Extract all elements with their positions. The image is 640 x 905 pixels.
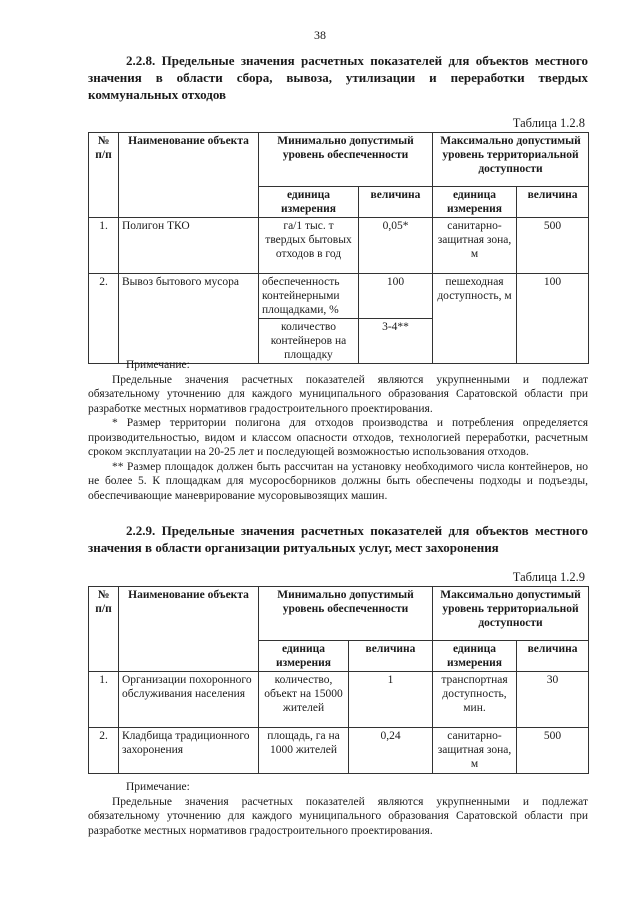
cell-min-value: 0,05* — [359, 218, 433, 274]
cell-min-unit: га/1 тыс. т твердых бытовых отходов в год — [259, 218, 359, 274]
cell-min-unit: площадь, га на 1000 жителей — [259, 728, 349, 774]
header-value: величина — [359, 187, 433, 218]
header-min-group: Минимально допустимый уровень обеспеченности — [259, 587, 433, 641]
cell-num: 2. — [89, 274, 119, 364]
cell-max-unit: санитарно-защитная зона, м — [433, 218, 517, 274]
note-paragraph: Предельные значения расчетных показателей являются укрупненными и подлежат обязательному уточнению для каждого муниципального образования Саратовской области при разработке местных нормативов градостроительного проектирования. — [88, 795, 588, 837]
section-heading-2-2-9: 2.2.9. Предельные значения расчетных показателей для объектов местного значения в области организации ритуальных услуг, мест захоронения — [88, 523, 588, 555]
header-name: Наименование объекта — [119, 587, 259, 672]
cell-name: Кладбища традиционного захоронения — [119, 728, 259, 774]
cell-num: 2. — [89, 728, 119, 774]
note-paragraph: ** Размер площадок должен быть рассчитан на установку необходимого числа контейнеров, но не более 5. К площадкам для мусоросборников должны быть обеспечены подходы и подъезды, обеспечивающие маневрирование мусоровывозящих машин. — [88, 460, 588, 502]
table-caption-1-2-8: Таблица 1.2.8 — [512, 116, 585, 130]
cell-num: 1. — [89, 218, 119, 274]
page-number: 38 — [314, 28, 326, 42]
table-1-2-8 — [88, 132, 589, 364]
table-row — [89, 728, 589, 774]
header-num: № п/п — [89, 587, 119, 672]
table-1-2-9 — [88, 586, 589, 774]
notes-1-2-8 — [88, 358, 588, 503]
notes-1-2-9 — [88, 780, 588, 838]
header-unit: единица измерения — [259, 187, 359, 218]
header-value-2: величина — [517, 641, 589, 672]
header-min-group: Минимально допустимый уровень обеспеченности — [259, 133, 433, 187]
note-title: Примечание: — [126, 781, 190, 793]
cell-min-unit: обеспеченность контейнерными площадками, % — [259, 274, 359, 319]
header-unit-2: единица измерения — [433, 187, 517, 218]
cell-max-value: 100 — [517, 274, 589, 364]
header-max-group: Максимально допустимый уровень территориальной доступности — [433, 133, 589, 187]
cell-min-value: 1 — [349, 672, 433, 728]
cell-name: Организации похоронного обслуживания населения — [119, 672, 259, 728]
header-value: величина — [349, 641, 433, 672]
table-row — [89, 218, 589, 274]
note-title: Примечание: — [126, 359, 190, 371]
table-caption-1-2-9: Таблица 1.2.9 — [512, 570, 585, 584]
cell-max-unit: санитарно-защитная зона, м — [433, 728, 517, 774]
header-max-group: Максимально допустимый уровень территориальной доступности — [433, 587, 589, 641]
header-name: Наименование объекта — [119, 133, 259, 218]
cell-min-unit: количество контейнеров на площадку — [259, 319, 359, 364]
cell-min-value: 0,24 — [349, 728, 433, 774]
cell-max-value: 500 — [517, 728, 589, 774]
cell-name: Полигон ТКО — [119, 218, 259, 274]
header-unit-2: единица измерения — [433, 641, 517, 672]
cell-max-value: 30 — [517, 672, 589, 728]
cell-num: 1. — [89, 672, 119, 728]
header-unit: единица измерения — [259, 641, 349, 672]
cell-min-value: 100 — [359, 274, 433, 319]
cell-name: Вывоз бытового мусора — [119, 274, 259, 364]
cell-max-value: 500 — [517, 218, 589, 274]
table-row — [89, 274, 589, 319]
header-value-2: величина — [517, 187, 589, 218]
cell-max-unit: пешеходная доступность, м — [433, 274, 517, 364]
cell-min-value: 3-4** — [359, 319, 433, 364]
cell-max-unit: транспортная доступность, мин. — [433, 672, 517, 728]
note-paragraph: * Размер территории полигона для отходов производства и потребления определяется производительностью, видом и классом опасности отходов, технологией переработки, расчетным сроком эксплуатации на 20-25 лет и последующей возможностью использования отходов. — [88, 417, 588, 458]
cell-min-unit: количество, объект на 15000 жителей — [259, 672, 349, 728]
table-row — [89, 672, 589, 728]
note-paragraph: Предельные значения расчетных показателей являются укрупненными и подлежат обязательному уточнению для каждого муниципального образования Саратовской области при разработке местных нормативов градостроительного проектирования. — [88, 373, 588, 415]
section-heading-2-2-8: 2.2.8. Предельные значения расчетных показателей для объектов местного значения в области сбора, вывоза, утилизации и переработки твердых коммунальных отходов — [88, 53, 588, 102]
header-num: № п/п — [89, 133, 119, 218]
